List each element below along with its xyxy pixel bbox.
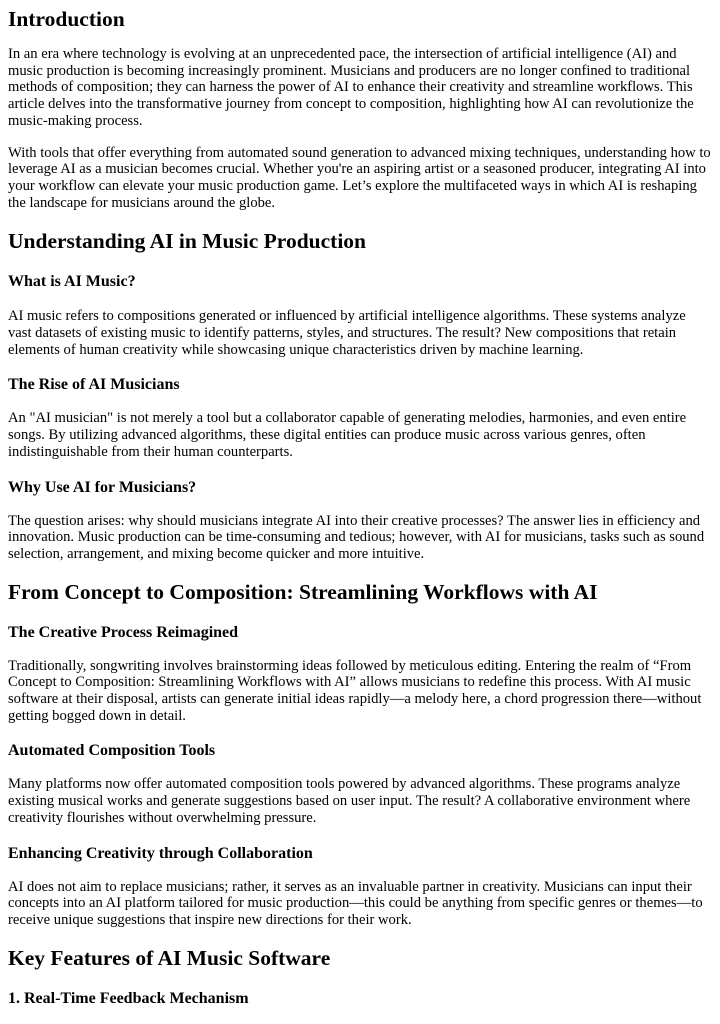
introduction-heading: Introduction (8, 7, 125, 31)
key-features-heading: Key Features of AI Music Software (8, 945, 331, 970)
understanding-ai-heading: Understanding AI in Music Production (8, 229, 367, 254)
rise-of-ai-musicians-heading: The Rise of AI Musicians (8, 376, 180, 394)
rise-of-ai-musicians-paragraph: An "AI musician" is not merely a tool but a collaborator capable of generating melodies, harmonies, and even entire songs. By utilizing advanced algorithms, these digital entities can produce music across various genres, often indistinguishable from their human counterparts. (8, 410, 687, 460)
automated-composition-paragraph: Many platforms now offer automated composition tools powered by advanced algorithms. These programs analyze existing musical works and generate suggestions based on user input. The result? A collaborative environment where creativity flourishes without overwhelming pressure. (8, 776, 691, 826)
creative-process-heading: The Creative Process Reimagined (8, 623, 239, 641)
enhancing-creativity-heading: Enhancing Creativity through Collaboration (8, 844, 313, 862)
automated-composition-heading: Automated Composition Tools (8, 742, 216, 760)
introduction-paragraph-2: With tools that offer everything from automated sound generation to advanced mixing techniques, understanding how to leverage AI as a musician becomes crucial. Whether you're an aspiring artist or a seasoned producer, integrating AI into your workflow can elevate your music production game. Let’s explore the multifaceted ways in which AI is reshaping the landscape for musicians around the globe. (8, 144, 711, 211)
creative-process-paragraph: Traditionally, songwriting involves brainstorming ideas followed by meticulous editing. Entering the realm of “From Concept to Composition: Streamlining Workflows with AI” allows musicians to redefine this process. With AI music software at their disposal, artists can generate initial ideas rapidly—a melody here, a chord progression there—without getting bogged down in detail. (8, 657, 702, 724)
concept-to-composition-heading: From Concept to Composition: Streamlining Workflows with AI (8, 579, 598, 604)
article (0, 7, 720, 1008)
why-use-ai-heading: Why Use AI for Musicians? (8, 478, 197, 496)
real-time-feedback-heading: 1. Real-Time Feedback Mechanism (8, 989, 249, 1007)
what-is-ai-music-heading: What is AI Music? (8, 273, 136, 291)
what-is-ai-music-paragraph: AI music refers to compositions generated or influenced by artificial intelligence algorithms. These systems analyze vast datasets of existing music to identify patterns, styles, and structures. The result? New compositions that retain elements of human creativity while showcasing unique characteristics driven by machine learning. (8, 308, 686, 358)
introduction-paragraph-1: In an era where technology is evolving at an unprecedented pace, the intersection of artificial intelligence (AI) and music production is becoming increasingly prominent. Musicians and producers are no longer confined to traditional methods of composition; they can harness the power of AI to enhance their creativity and streamline workflows. This article delves into the transformative journey from concept to composition, highlighting how AI can revolutionize the music-making process. (8, 46, 694, 129)
why-use-ai-paragraph: The question arises: why should musicians integrate AI into their creative processes? The answer lies in efficiency and innovation. Music production can be time-consuming and tedious; however, with AI for musicians, tasks such as sound selection, arrangement, and mixing become quicker and more intuitive. (8, 512, 705, 562)
enhancing-creativity-paragraph: AI does not aim to replace musicians; rather, it serves as an invaluable partner in creativity. Musicians can input their concepts into an AI platform tailored for music production—this could be anything from specific genres or themes—to receive unique suggestions that inspire new directions for their work. (8, 878, 703, 928)
